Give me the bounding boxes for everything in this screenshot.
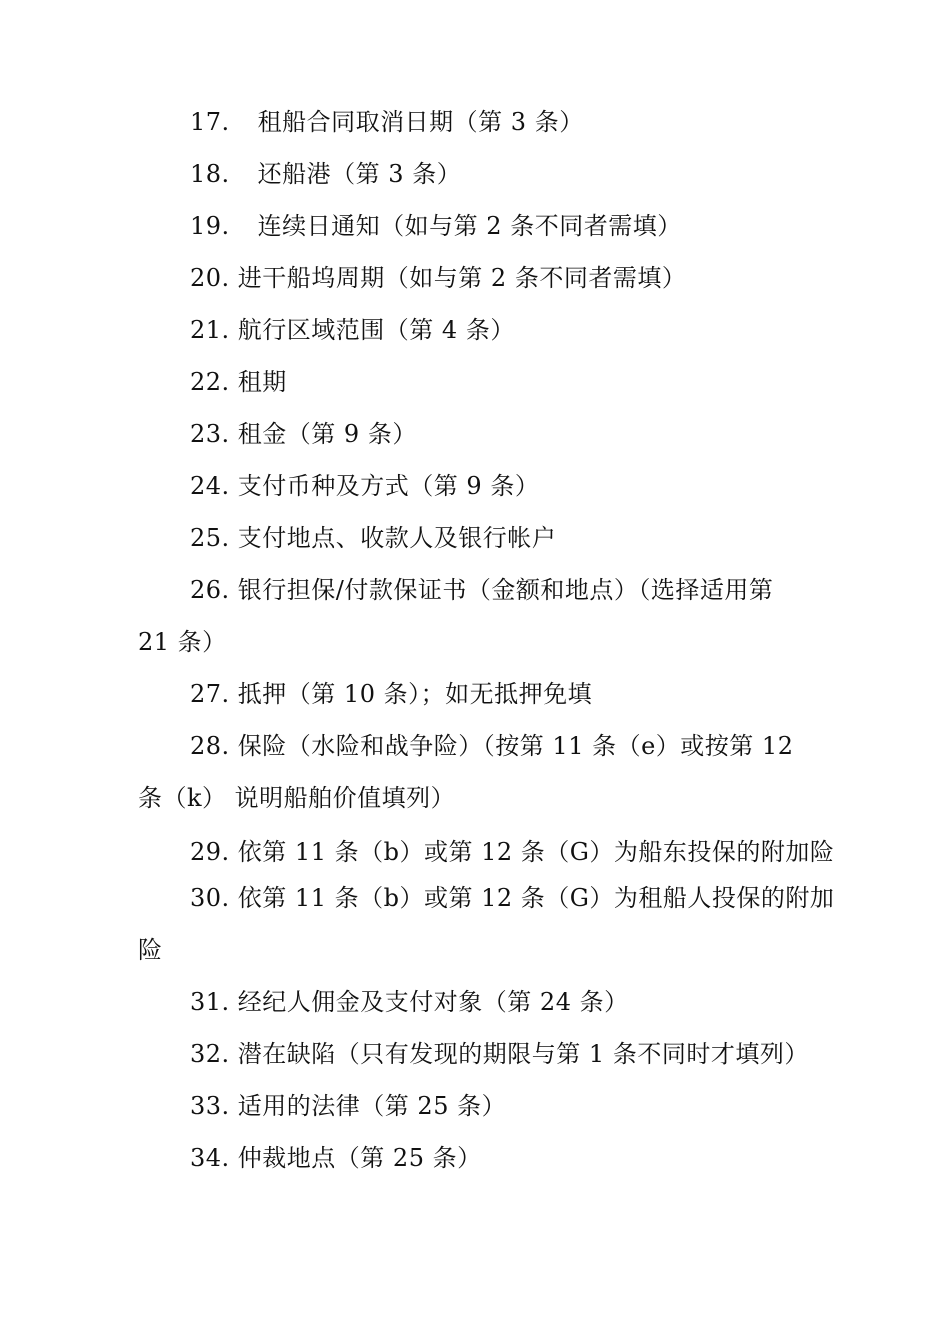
list-item-23: 23. 租金（第 9 条） [190, 420, 417, 448]
list-item-21: 21. 航行区域范围（第 4 条） [190, 316, 515, 344]
list-item-34: 34. 仲裁地点（第 25 条） [190, 1144, 482, 1172]
list-item-19 [190, 212, 682, 240]
list-item-17 [190, 108, 584, 136]
list-item-28-continuation: 条（k） 说明船舶价值填列） [138, 784, 456, 812]
list-item-28: 28. 保险（水险和战争险）（按第 11 条（e）或按第 12 [190, 732, 794, 760]
list-item-33: 33. 适用的法律（第 25 条） [190, 1092, 507, 1120]
list-item-29: 29. 依第 11 条（b）或第 12 条（G）为船东投保的附加险 [190, 838, 835, 866]
list-item-22: 22. 租期 [190, 368, 287, 396]
list-item-20: 20. 进干船坞周期（如与第 2 条不同者需填） [190, 264, 687, 292]
list-item-25: 25. 支付地点、收款人及银行帐户 [190, 524, 557, 552]
list-item-26: 26. 银行担保/付款保证书（金额和地点）（选择适用第 [190, 576, 774, 604]
item-number: 18. [190, 160, 230, 188]
list-item-30-continuation: 险 [138, 936, 163, 964]
list-item-27: 27. 抵押（第 10 条）；如无抵押免填 [190, 680, 593, 708]
list-item-24: 24. 支付币种及方式（第 9 条） [190, 472, 540, 500]
list-item-32: 32. 潜在缺陷（只有发现的期限与第 1 条不同时才填列） [190, 1040, 809, 1068]
list-item-18 [190, 160, 461, 188]
item-number: 17. [190, 108, 230, 136]
item-text: 连续日通知（如与第 2 条不同者需填） [257, 212, 682, 240]
list-item-26-continuation: 21 条） [138, 628, 227, 656]
list-item-30: 30. 依第 11 条（b）或第 12 条（G）为租船人投保的附加 [190, 884, 835, 912]
item-number: 19. [190, 212, 230, 240]
list-item-31: 31. 经纪人佣金及支付对象（第 24 条） [190, 988, 629, 1016]
item-text: 租船合同取消日期（第 3 条） [257, 108, 584, 136]
item-text: 还船港（第 3 条） [257, 160, 462, 188]
